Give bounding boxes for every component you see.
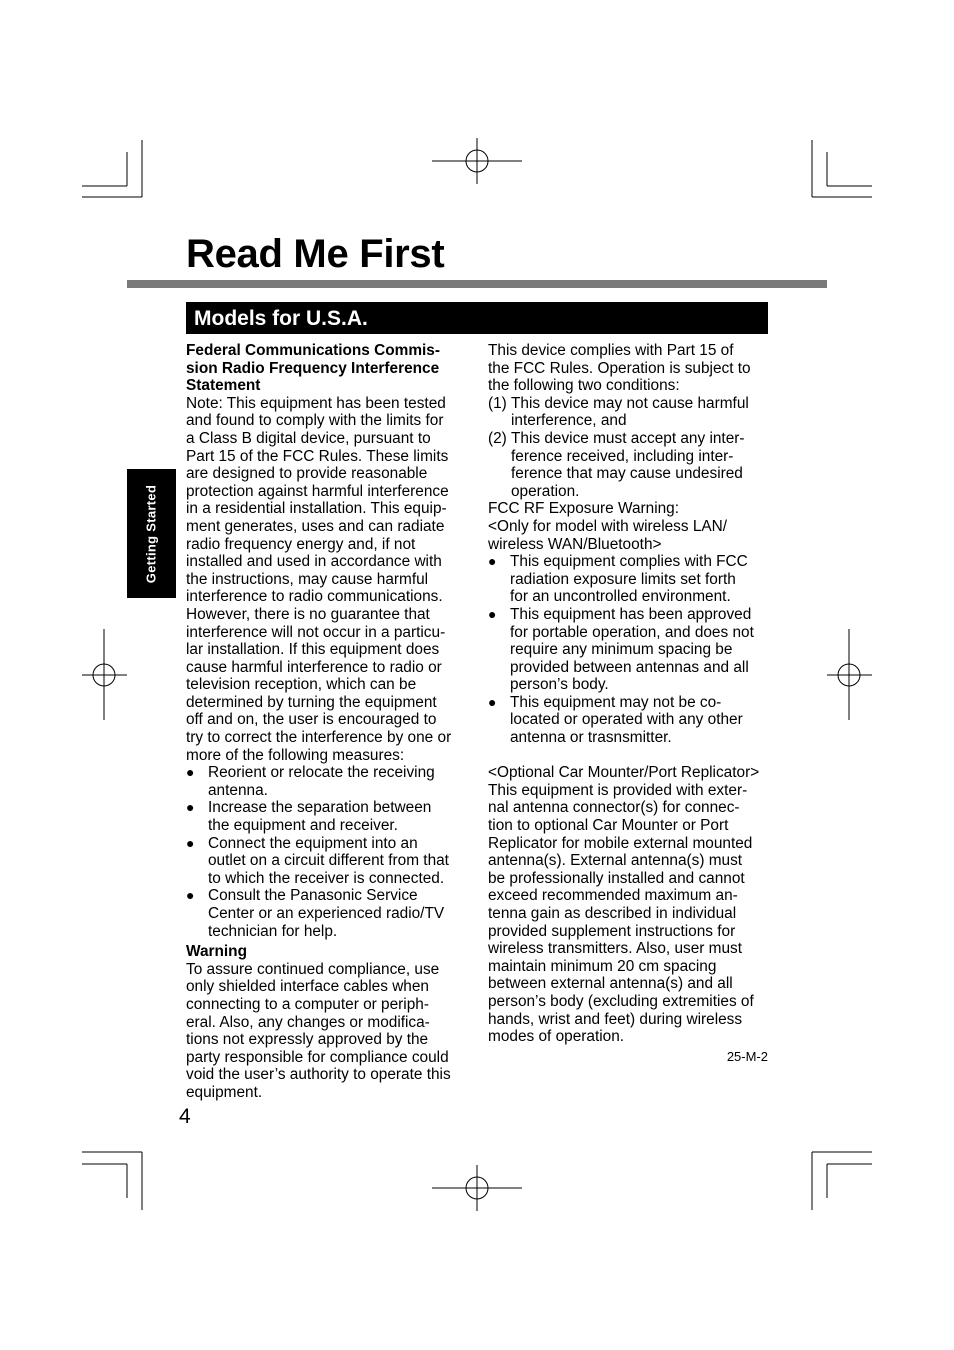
list-item (488, 395, 778, 430)
part15-intro: This device complies with Part 15 of the FCC Rules. Operation is subject to the following two conditions: (488, 342, 751, 395)
bullet-icon: ● (488, 553, 497, 570)
warning-heading: Warning (186, 943, 247, 961)
list-item (488, 606, 778, 694)
rf-exposure-heading: FCC RF Exposure Warning: (488, 500, 680, 518)
list-item (186, 764, 476, 799)
list-item (186, 835, 476, 888)
left-column (186, 342, 476, 1102)
bullet-icon: ● (186, 764, 195, 781)
list-item (186, 799, 476, 834)
document-code: 25-M-2 (726, 1049, 768, 1064)
list-item-text: Increase the separation between the equipment and receiver. (208, 799, 432, 835)
car-mounter-paragraph: This equipment is provided with exter- nal antenna connector(s) for connec- tion to optional Car Mounter or Port Replicator for mobile external mounted antenna(s). External antenna(s) must be professionally installed and cannot exceed recommended maximum an- tenna gain as described in individual provided supplement instructions for wireless transmitters. Also, user must maintain minimum 20 cm spacing between external antenna(s) and all person’s body (excluding extremities of hands, wrist and feet) during wireless modes of operation. (488, 781, 754, 1046)
warning-paragraph: To assure continued compliance, use only shielded interface cables when connecting to a computer or periph- eral. Also, any changes or modifica- tions not expressly approved by the party responsible for compliance could void the user’s authority to operate this equipment. (186, 960, 451, 1101)
bullet-icon: ● (186, 834, 195, 851)
list-item-text: Reorient or relocate the receiving antenna. (208, 764, 435, 799)
list-item (186, 887, 476, 940)
title-rule (127, 280, 827, 288)
bullet-icon: ● (186, 887, 195, 904)
car-mounter-heading: <Optional Car Mounter/Port Replicator> (488, 764, 760, 782)
list-item-text: This device must accept any inter- ference received, including inter- ference that may cause undesired operation. (511, 429, 745, 500)
list-item-text: This device may not cause harmful interference, and (511, 394, 749, 430)
rf-exposure-scope: <Only for model with wireless LAN/ wireless WAN/Bluetooth> (488, 517, 728, 553)
list-number: (2) (488, 429, 507, 447)
list-item (488, 694, 778, 747)
bullet-icon: ● (488, 693, 497, 710)
page-title: Read Me First (186, 232, 445, 276)
side-tab-label: Getting Started (143, 484, 159, 583)
list-item (488, 553, 778, 606)
list-number: (1) (488, 394, 507, 412)
page-number: 4 (179, 1105, 191, 1128)
bullet-icon: ● (186, 799, 195, 816)
list-item-text: Consult the Panasonic Service Center or an experienced radio/TV technician for help. (208, 887, 445, 940)
list-item-text: This equipment may not be co- located or operated with any other antenna or trasnsmitter. (510, 693, 743, 747)
bullet-icon: ● (488, 605, 497, 622)
right-column (488, 342, 778, 1046)
side-tab (127, 469, 176, 598)
list-item-text: This equipment has been approved for portable operation, and does not require any minimum spacing be provided between antennas and all person’s body. (510, 605, 754, 694)
list-item-text: Connect the equipment into an outlet on a circuit different from that to which the receiver is connected. (208, 834, 449, 887)
list-item-text: This equipment complies with FCC radiation exposure limits set forth for an uncontrolled environment. (510, 553, 748, 606)
fcc-statement-heading: Federal Communications Commis- sion Radio Frequency Interference Statement (186, 342, 440, 395)
section-heading: Models for U.S.A. (186, 302, 768, 334)
list-item (488, 430, 778, 500)
fcc-note-paragraph: Note: This equipment has been tested and found to comply with the limits for a Class B digital device, pursuant to Part 15 of the FCC Rules. These limits are designed to provide reasonable protection against harmful interference in a residential installation. This equip- ment generates, uses and can radiate radio frequency energy and, if not installed and used in accordance with the instructions, may cause harmful interference to radio communications. However, there is no guarantee that interference will not occur in a particu- lar installation. If this equipment does cause harmful interference to radio or television reception, which can be determined by turning the equipment off and on, the user is encouraged to try to correct the interference by one or more of the following measures: (186, 394, 452, 764)
